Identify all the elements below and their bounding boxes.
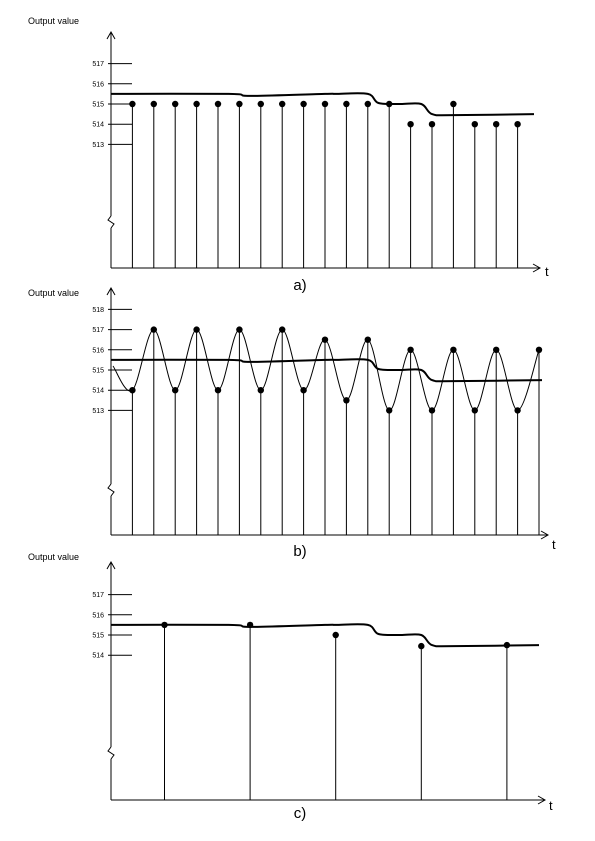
sample-point bbox=[365, 101, 371, 107]
sample-point bbox=[322, 337, 328, 343]
y-tick-label: 516 bbox=[92, 612, 104, 620]
x-axis-label: t bbox=[545, 264, 549, 279]
sample-point bbox=[418, 643, 424, 649]
sample-point bbox=[300, 387, 306, 393]
y-tick-label: 513 bbox=[92, 141, 104, 149]
y-tick-label: 517 bbox=[92, 327, 104, 335]
y-tick-label: 518 bbox=[92, 306, 104, 314]
sample-point bbox=[172, 101, 178, 107]
y-tick-label: 517 bbox=[92, 592, 104, 600]
sample-point bbox=[151, 101, 157, 107]
panel-c bbox=[28, 552, 553, 822]
y-tick-label: 516 bbox=[92, 347, 104, 355]
sample-point bbox=[322, 101, 328, 107]
sample-point bbox=[129, 387, 135, 393]
panel-caption: a) bbox=[293, 277, 307, 294]
sample-point bbox=[365, 337, 371, 343]
y-axis-label: Output value bbox=[28, 552, 80, 562]
panel-caption: c) bbox=[293, 805, 307, 822]
panel-caption: b) bbox=[293, 543, 307, 560]
sample-point bbox=[450, 101, 456, 107]
sample-point bbox=[193, 101, 199, 107]
sample-point bbox=[504, 642, 510, 648]
axis-break-mark bbox=[108, 216, 114, 228]
sample-point bbox=[472, 407, 478, 413]
y-tick-label: 514 bbox=[92, 121, 104, 129]
sample-point bbox=[236, 101, 242, 107]
axis-break-mark bbox=[108, 484, 114, 496]
sample-point bbox=[161, 622, 167, 628]
y-axis-label: Output value bbox=[28, 288, 80, 298]
axis-break-mark bbox=[108, 747, 114, 759]
x-axis-label: t bbox=[552, 537, 556, 552]
y-tick-label: 517 bbox=[92, 61, 104, 69]
sample-point bbox=[450, 347, 456, 353]
sample-point bbox=[129, 101, 135, 107]
y-axis-label: Output value bbox=[28, 16, 80, 26]
y-tick-label: 514 bbox=[92, 652, 104, 660]
sample-point bbox=[472, 121, 478, 127]
sample-point bbox=[407, 347, 413, 353]
sample-point bbox=[493, 347, 499, 353]
sample-point bbox=[247, 622, 253, 628]
y-tick-label: 515 bbox=[92, 367, 104, 375]
sample-point bbox=[343, 397, 349, 403]
x-axis-label: t bbox=[549, 798, 553, 813]
y-tick-label: 516 bbox=[92, 81, 104, 89]
sample-point bbox=[429, 121, 435, 127]
sample-point bbox=[343, 101, 349, 107]
sample-point bbox=[386, 407, 392, 413]
y-tick-label: 515 bbox=[92, 632, 104, 640]
sample-point bbox=[258, 387, 264, 393]
sample-point bbox=[258, 101, 264, 107]
sample-point bbox=[279, 326, 285, 332]
sample-point bbox=[514, 407, 520, 413]
panel-b bbox=[28, 288, 556, 560]
y-tick-label: 513 bbox=[92, 407, 104, 415]
sample-point bbox=[493, 121, 499, 127]
continuous-signal bbox=[111, 624, 539, 646]
sample-point bbox=[236, 326, 242, 332]
sample-point bbox=[407, 121, 413, 127]
sample-point bbox=[429, 407, 435, 413]
sample-point bbox=[215, 101, 221, 107]
sample-point bbox=[536, 347, 542, 353]
y-tick-label: 514 bbox=[92, 387, 104, 395]
y-tick-label: 515 bbox=[92, 101, 104, 109]
panel-a bbox=[28, 16, 549, 294]
sample-point bbox=[193, 326, 199, 332]
sample-point bbox=[279, 101, 285, 107]
sample-point bbox=[386, 101, 392, 107]
sample-point bbox=[514, 121, 520, 127]
sample-point bbox=[172, 387, 178, 393]
sample-point bbox=[333, 632, 339, 638]
sample-point bbox=[215, 387, 221, 393]
continuous-signal bbox=[111, 359, 542, 381]
sample-point bbox=[151, 326, 157, 332]
sample-point bbox=[300, 101, 306, 107]
